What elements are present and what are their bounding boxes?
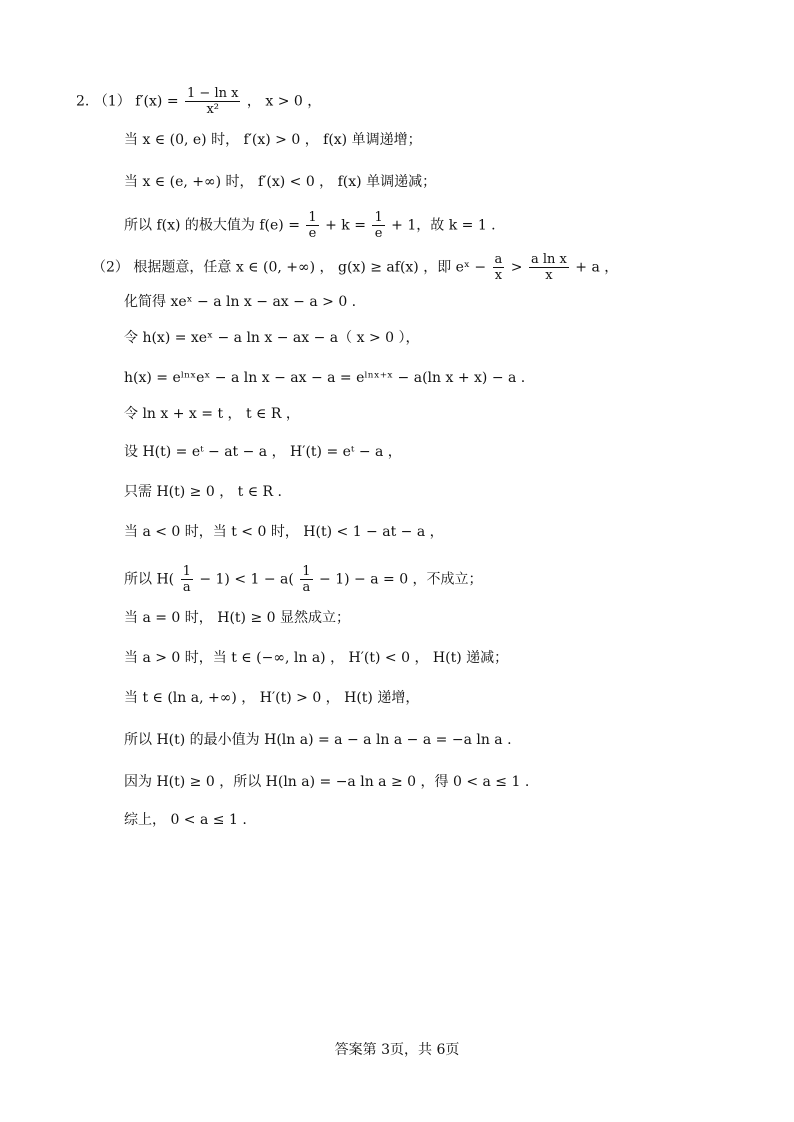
neg-mid: − 1) < 1 − a( <box>199 571 294 588</box>
neg-fraction-1 <box>181 564 193 595</box>
page-footer: 答案第 3页，共 6页 <box>334 1042 460 1058</box>
derivative-lhs: f′(x) = <box>135 93 179 110</box>
derivative-tail: ， x > 0 ， <box>246 93 322 110</box>
condition-fraction-2-den: x <box>545 268 553 283</box>
max-fraction-2 <box>372 210 384 241</box>
derivation-line: 化简得 xeˣ − a ln x − ax − a > 0 . <box>124 294 357 310</box>
derivation-line: h(x) = eˡⁿˣeˣ − a ln x − ax − a = eˡⁿˣ⁺ˣ − a(ln x + x) − a . <box>124 370 526 386</box>
max-fraction-1-den: e <box>308 226 317 241</box>
derivative-fraction <box>185 86 240 117</box>
summary-line: 综上， 0 < a ≤ 1 . <box>124 812 247 828</box>
condition-prefix: 根据题意，任意 x ∈ (0, +∞) ， g(x) ≥ af(x) ，即 eˣ − <box>133 259 487 276</box>
max-fraction-1-num: 1 <box>308 210 317 225</box>
derivation-line: 令 h(x) = xeˣ − a ln x − ax − a（ x > 0 ）， <box>124 330 420 346</box>
max-fraction-2-num: 1 <box>374 210 383 225</box>
condition-gt: > <box>510 259 523 276</box>
max-fraction-1 <box>306 210 318 241</box>
neg-fraction-2 <box>300 564 312 595</box>
max-value-line <box>124 210 496 241</box>
case-negative-line: 当 a < 0 时，当 t < 0 时， H(t) < 1 − at − a ， <box>124 524 444 540</box>
inequality-result-line: 因为 H(t) ≥ 0 ，所以 H(ln a) = −a ln a ≥ 0 ，得 0 < a ≤ 1 . <box>124 774 530 790</box>
neg-fraction-1-den: a <box>182 580 191 595</box>
condition-fraction-2 <box>529 252 569 283</box>
condition-fraction-1-num: a <box>494 252 503 267</box>
derivative-numerator: 1 − ln x <box>187 86 239 101</box>
max-fraction-2-den: e <box>374 226 383 241</box>
part2-condition-line <box>92 252 618 283</box>
neg-fraction-2-den: a <box>302 580 311 595</box>
increasing-interval-line: 当 t ∈ (ln a, +∞) ， H′(t) > 0 ， H(t) 递增， <box>124 690 420 706</box>
case-zero-line: 当 a = 0 时， H(t) ≥ 0 显然成立； <box>124 610 350 626</box>
derivation-line: 令 ln x + x = t ， t ∈ R ， <box>124 406 300 422</box>
condition-fraction-2-num: a ln x <box>530 252 567 267</box>
case-positive-line: 当 a > 0 时，当 t ∈ (−∞, ln a) ， H′(t) < 0 ， H(t) 递减； <box>124 650 509 666</box>
derivative-denominator: x² <box>206 102 219 117</box>
derivation-line: 只需 H(t) ≥ 0 ， t ∈ R . <box>124 484 282 500</box>
neg-tail: − 1) − a = 0 ，不成立； <box>319 571 483 588</box>
part2-label: （2） <box>92 259 129 276</box>
part1-label: （1） <box>93 93 131 110</box>
neg-fraction-2-num: 1 <box>302 564 311 579</box>
neg-prefix: 所以 H( <box>124 571 175 588</box>
max-tail: + 1，故 k = 1 . <box>391 217 496 234</box>
condition-tail: + a ， <box>575 259 619 276</box>
minimum-value-line: 所以 H(t) 的最小值为 H(ln a) = a − a ln a − a = −a ln a . <box>124 732 512 748</box>
max-prefix: 所以 f(x) 的极大值为 f(e) = <box>124 217 300 234</box>
increasing-line: 当 x ∈ (0, e) 时， f′(x) > 0 ， f(x) 单调递增； <box>124 132 422 148</box>
problem-1-derivative-line <box>76 86 321 117</box>
neg-fraction-1-num: 1 <box>182 564 191 579</box>
problem-number: 2. <box>76 93 90 110</box>
condition-fraction-1-den: x <box>494 268 503 283</box>
negative-conclusion-line <box>124 564 483 595</box>
derivation-line: 设 H(t) = eᵗ − at − a ， H′(t) = eᵗ − a ， <box>124 444 402 460</box>
max-mid: + k = <box>325 217 366 234</box>
condition-fraction-1 <box>493 252 505 283</box>
decreasing-line: 当 x ∈ (e, +∞) 时， f′(x) < 0 ， f(x) 单调递减； <box>124 174 437 190</box>
